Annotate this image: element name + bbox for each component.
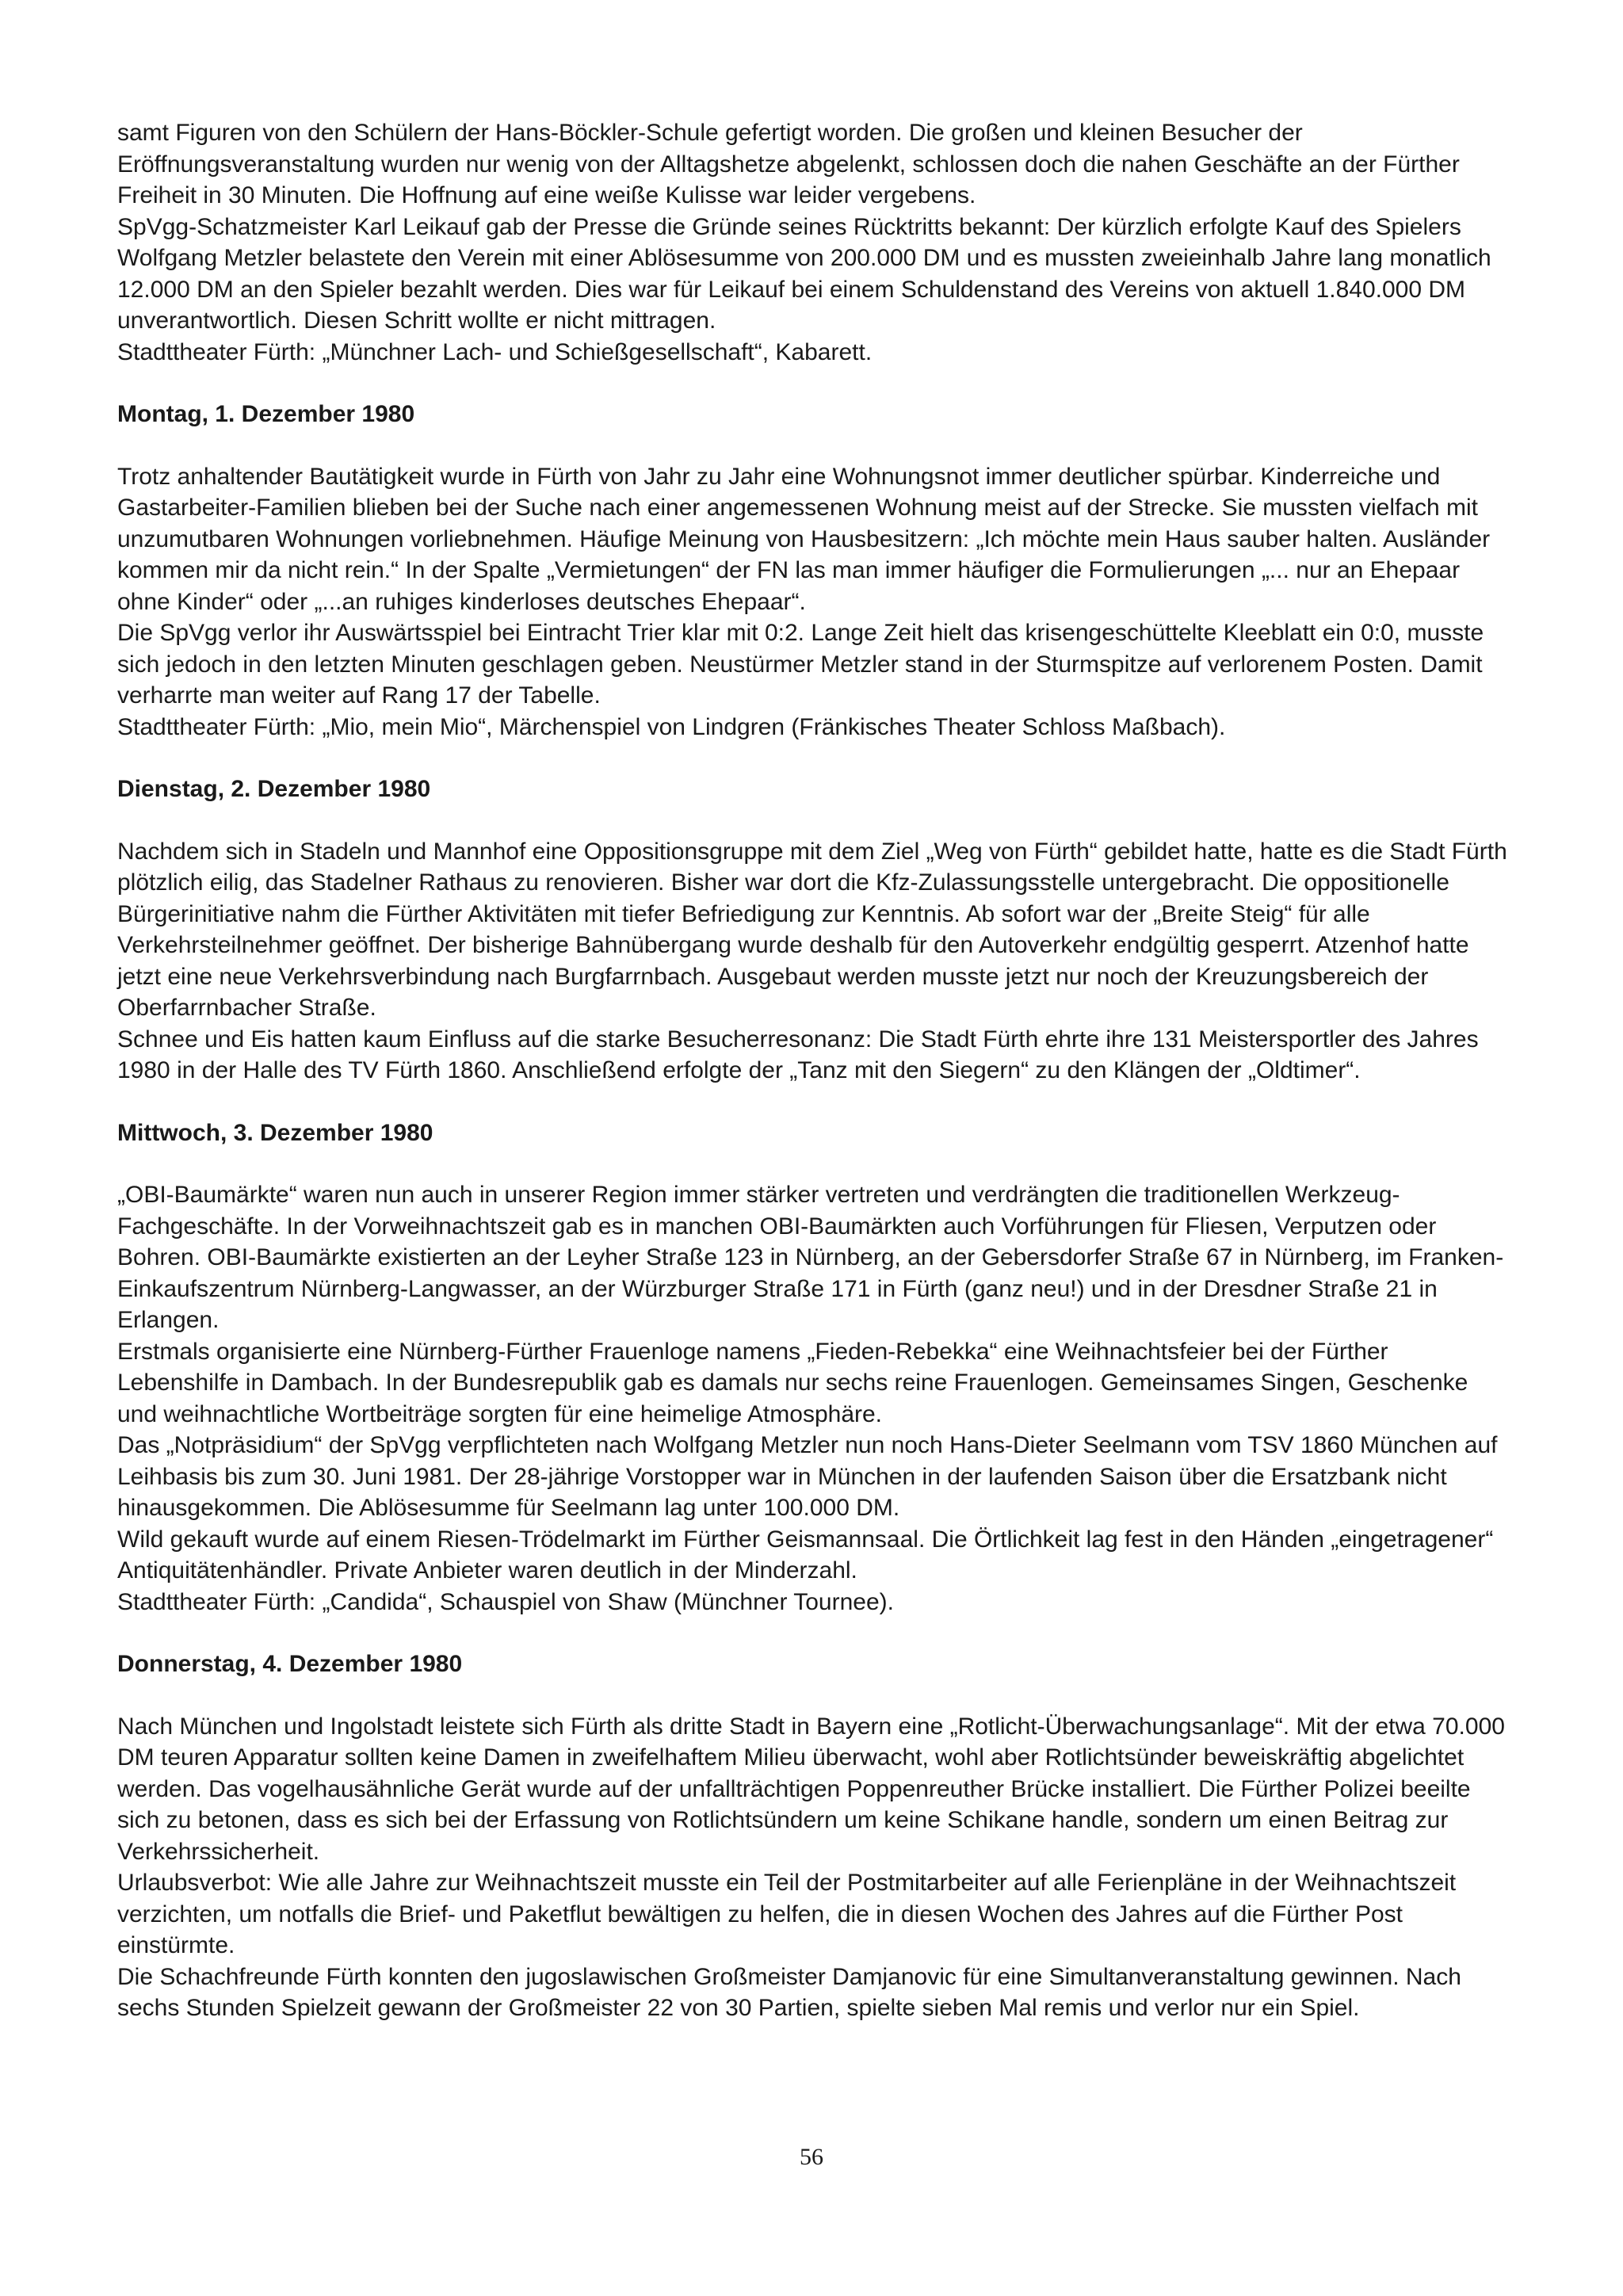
section-paragraph: Die Schachfreunde Fürth konnten den jugoslawischen Großmeister Damjanovic für eine Simultanveranstaltung gewinnen. Nach sechs Stunden Spielzeit gewann der Großmeister 22 von 30 Partien, spielte sieben Mal remis und verlor nur ein Spiel.	[117, 1963, 1461, 2021]
section-paragraph: Wild gekauft wurde auf einem Riesen-Trödelmarkt im Fürther Geismannsaal. Die Örtlichkeit lag fest in den Händen „eingetragener“ Antiquitätenhändler. Private Anbieter waren deutlich in der Minderzahl.	[117, 1526, 1494, 1584]
section-tuesday	[117, 774, 1509, 1087]
intro-paragraph: samt Figuren von den Schülern der Hans-Böckler-Schule gefertigt worden. Die großen und kleinen Besucher der Eröffnungsveranstaltung wurden nur wenig von der Alltagshetze abgelenkt, schlossen doch die nahen Geschäfte an der Fürther Freiheit in 30 Minuten. Die Hoffnung auf eine weiße Kulisse war leider vergebens.	[117, 120, 1460, 208]
document-body	[117, 117, 1509, 2024]
section-paragraph: Nach München und Ingolstadt leistete sich Fürth als dritte Stadt in Bayern eine „Rotlicht-Überwachungsanlage“. Mit der etwa 70.000 DM teuren Apparatur sollten keine Damen in zweifelhaftem Milieu überwacht, wohl aber Rotlichtsünder beweiskräftig abgelichtet werden. Das vogelhausähnliche Gerät wurde auf der unfallträchtigen Poppenreuther Brücke installiert. Die Fürther Polizei beeilte sich zu betonen, dass es sich bei der Erfassung von Rotlichtsündern um keine Schikane handle, sondern um einen Beitrag zur Verkehrssicherheit.	[117, 1713, 1505, 1865]
section-paragraph: Das „Notpräsidium“ der SpVgg verpflichteten nach Wolfgang Metzler nun noch Hans-Dieter Seelmann vom TSV 1860 München auf Leihbasis bis zum 30. Juni 1981. Der 28-jährige Vorstopper war in München in der laufenden Saison über die Ersatzbank nicht hinausgekommen. Die Ablösesumme für Seelmann lag unter 100.000 DM.	[117, 1432, 1498, 1521]
section-paragraph: Trotz anhaltender Bautätigkeit wurde in Fürth von Jahr zu Jahr eine Wohnungsnot immer deutlicher spürbar. Kinderreiche und Gastarbeiter-Familien blieben bei der Suche nach einer angemessenen Wohnung meist auf der Strecke. Sie mussten vielfach mit unzumutbaren Wohnungen vorliebnehmen. Häufige Meinung von Hausbesitzern: „Ich möchte mein Haus sauber halten. Ausländer kommen mir da nicht rein.“ In der Spalte „Vermietungen“ der FN las man immer häufiger die Formulierungen „... nur an Ehepaar ohne Kinder“ oder „...an ruhiges kinderloses deutsches Ehepaar“.	[117, 463, 1491, 615]
section-heading: Mittwoch, 3. Dezember 1980	[117, 1119, 433, 1146]
section-heading: Donnerstag, 4. Dezember 1980	[117, 1651, 463, 1677]
intro-paragraph: SpVgg-Schatzmeister Karl Leikauf gab der Presse die Gründe seines Rücktritts bekannt: Der kürzlich erfolgte Kauf des Spielers Wolfgang Metzler belastete den Verein mit einer Ablösesumme von 200.000 DM und es mussten zweieinhalb Jahre lang monatlich 12.000 DM an den Spieler bezahlt werden. Dies war für Leikauf bei einem Schuldenstand des Vereins von aktuell 1.840.000 DM unverantwortlich. Diesen Schritt wollte er nicht mittragen.	[117, 213, 1491, 334]
section-paragraph: Stadttheater Fürth: „Candida“, Schauspiel von Shaw (Münchner Tournee).	[117, 1588, 894, 1615]
intro-paragraph: Stadttheater Fürth: „Münchner Lach- und Schießgesellschaft“, Kabarett.	[117, 338, 873, 365]
section-monday	[117, 399, 1509, 743]
section-heading: Dienstag, 2. Dezember 1980	[117, 776, 431, 802]
section-paragraph: Die SpVgg verlor ihr Auswärtsspiel bei Eintracht Trier klar mit 0:2. Lange Zeit hielt das krisengeschüttelte Kleeblatt ein 0:0, musste sich jedoch in den letzten Minuten geschlagen geben. Neustürmer Metzler stand in der Sturmspitze auf verlorenem Posten. Damit verharrte man weiter auf Rang 17 der Tabelle.	[117, 620, 1484, 709]
section-paragraph: Stadttheater Fürth: „Mio, mein Mio“, Märchenspiel von Lindgren (Fränkisches Theater Schloss Maßbach).	[117, 713, 1226, 740]
section-paragraph: Urlaubsverbot: Wie alle Jahre zur Weihnachtszeit musste ein Teil der Postmitarbeiter auf alle Ferienpläne in der Weihnachtszeit verzichten, um notfalls die Brief- und Paketflut bewältigen zu helfen, die in diesen Wochen des Jahres auf die Fürther Post einstürmte.	[117, 1870, 1457, 1958]
page-number: 56	[800, 2144, 823, 2170]
section-paragraph: Erstmals organisierte eine Nürnberg-Fürther Frauenloge namens „Fieden-Rebekka“ eine Weihnachtsfeier bei der Fürther Lebenshilfe in Dambach. In der Bundesrepublik gab es damals nur sechs reine Frauenlogen. Gemeinsames Singen, Geschenke und weihnachtliche Wortbeiträge sorgten für eine heimelige Atmosphäre.	[117, 1338, 1468, 1427]
section-heading: Montag, 1. Dezember 1980	[117, 401, 415, 427]
section-thursday	[117, 1648, 1509, 2024]
section-paragraph: Nachdem sich in Stadeln und Mannhof eine Oppositionsgruppe mit dem Ziel „Weg von Fürth“ gebildet hatte, hatte es die Stadt Fürth plötzlich eilig, das Stadelner Rathaus zu renovieren. Bisher war dort die Kfz-Zulassungsstelle untergebracht. Die oppositionelle Bürgerinitiative nahm die Fürther Aktivitäten mit tiefer Befriedigung zur Kenntnis. Ab sofort war der „Breite Steig“ für alle Verkehrsteilnehmer geöffnet. Der bisherige Bahnübergang wurde deshalb für den Autoverkehr endgültig gesperrt. Atzenhof hatte jetzt eine neue Verkehrsverbindung nach Burgfarrnbach. Ausgebaut werden musste jetzt nur noch der Kreuzungsbereich der Oberfarrnbacher Straße.	[117, 838, 1507, 1021]
intro-block	[117, 117, 1509, 368]
section-wednesday	[117, 1117, 1509, 1618]
section-paragraph: Schnee und Eis hatten kaum Einfluss auf die starke Besucherresonanz: Die Stadt Fürth ehrte ihre 131 Meistersportler des Jahres 1980 in der Halle des TV Fürth 1860. Anschließend erfolgte der „Tanz mit den Siegern“ zu den Klängen der „Oldtimer“.	[117, 1026, 1479, 1083]
section-paragraph: „OBI-Baumärkte“ waren nun auch in unserer Region immer stärker vertreten und verdrängten die traditionellen Werkzeug-Fachgeschäfte. In der Vorweihnachtszeit gab es in manchen OBI-Baumärkten auch Vorführungen für Fliesen, Verputzen oder Bohren. OBI-Baumärkte existierten an der Leyher Straße 123 in Nürnberg, an der Gebersdorfer Straße 67 in Nürnberg, im Franken-Einkaufszentrum Nürnberg-Langwasser, an der Würzburger Straße 171 in Fürth (ganz neu!) und in der Dresdner Straße 21 in Erlangen.	[117, 1182, 1504, 1333]
